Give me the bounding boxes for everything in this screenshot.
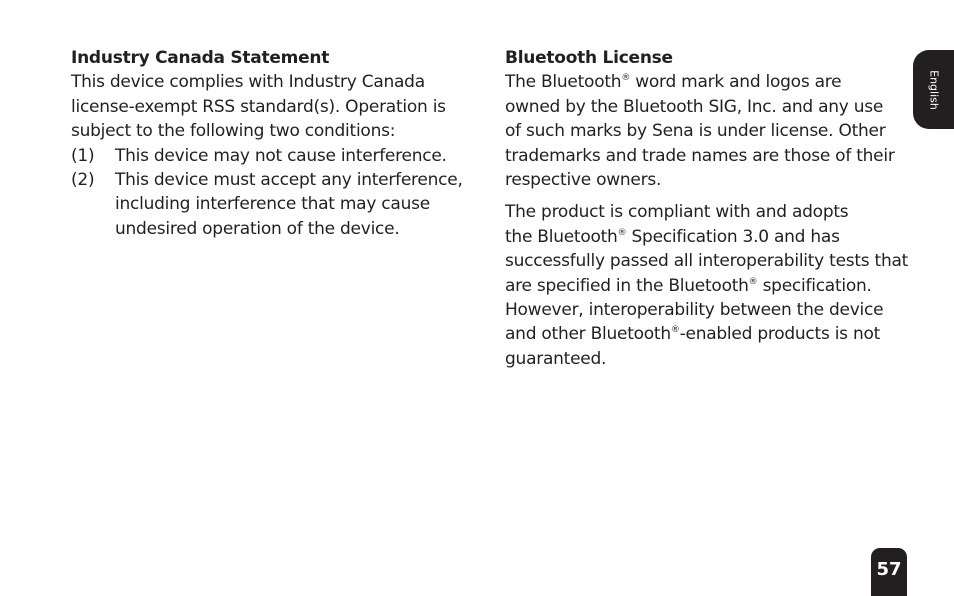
- text-line: the Bluetooth: [505, 226, 618, 247]
- compliance-paragraph: [505, 200, 910, 371]
- intro-line: license-exempt RSS standard(s). Operation is: [71, 96, 446, 117]
- condition-item: [71, 144, 471, 168]
- condition-line: This device may not cause interference.: [115, 145, 447, 166]
- registered-mark: ®: [617, 227, 627, 238]
- text-line: and other Bluetooth: [505, 324, 671, 345]
- registered-mark: ®: [670, 325, 680, 336]
- paragraph-spacer: [505, 192, 910, 200]
- condition-number: (1): [71, 145, 95, 166]
- text-line: The product is compliant with and adopts: [505, 202, 849, 223]
- condition-line: This device must accept any interference,: [115, 170, 463, 191]
- page-number: 57: [876, 559, 902, 580]
- intro-line: subject to the following two conditions:: [71, 121, 396, 142]
- registered-mark: ®: [621, 73, 631, 84]
- bluetooth-license-section: [505, 46, 910, 371]
- intro-line: This device complies with Industry Canada: [71, 72, 425, 93]
- text-line: -enabled products is not: [679, 324, 881, 345]
- bluetooth-license-paragraph: [505, 70, 910, 192]
- page-number-badge: [871, 548, 907, 596]
- text-line: However, interoperability between the device: [505, 300, 884, 321]
- text-line: are specified in the Bluetooth: [505, 275, 749, 296]
- text-line: trademarks and trade names are those of their: [505, 145, 895, 166]
- text-line: respective owners.: [505, 170, 662, 191]
- condition-number: (2): [71, 170, 95, 191]
- industry-canada-intro: [71, 70, 471, 143]
- language-tab: [913, 50, 954, 129]
- registered-mark: ®: [748, 276, 758, 287]
- text-line: Specification 3.0 and has: [626, 226, 840, 247]
- industry-canada-section: [71, 46, 471, 241]
- condition-text: [115, 144, 471, 168]
- industry-canada-heading: Industry Canada Statement: [71, 48, 330, 68]
- condition-text: [115, 168, 471, 241]
- text-line: of such marks by Sena is under license. Other: [505, 121, 886, 142]
- text-line: owned by the Bluetooth SIG, Inc. and any use: [505, 96, 884, 117]
- text-line: successfully passed all interoperability tests that: [505, 251, 909, 272]
- text-line: word mark and logos are: [630, 72, 842, 93]
- text-line: guaranteed.: [505, 348, 607, 369]
- language-tab-label: English: [927, 69, 940, 110]
- text-line: specification.: [757, 275, 872, 296]
- condition-item: [71, 168, 471, 241]
- text-line: The Bluetooth: [505, 72, 622, 93]
- bluetooth-license-heading: Bluetooth License: [505, 48, 673, 68]
- condition-line: undesired operation of the device.: [115, 218, 400, 239]
- condition-line: including interference that may cause: [115, 194, 430, 215]
